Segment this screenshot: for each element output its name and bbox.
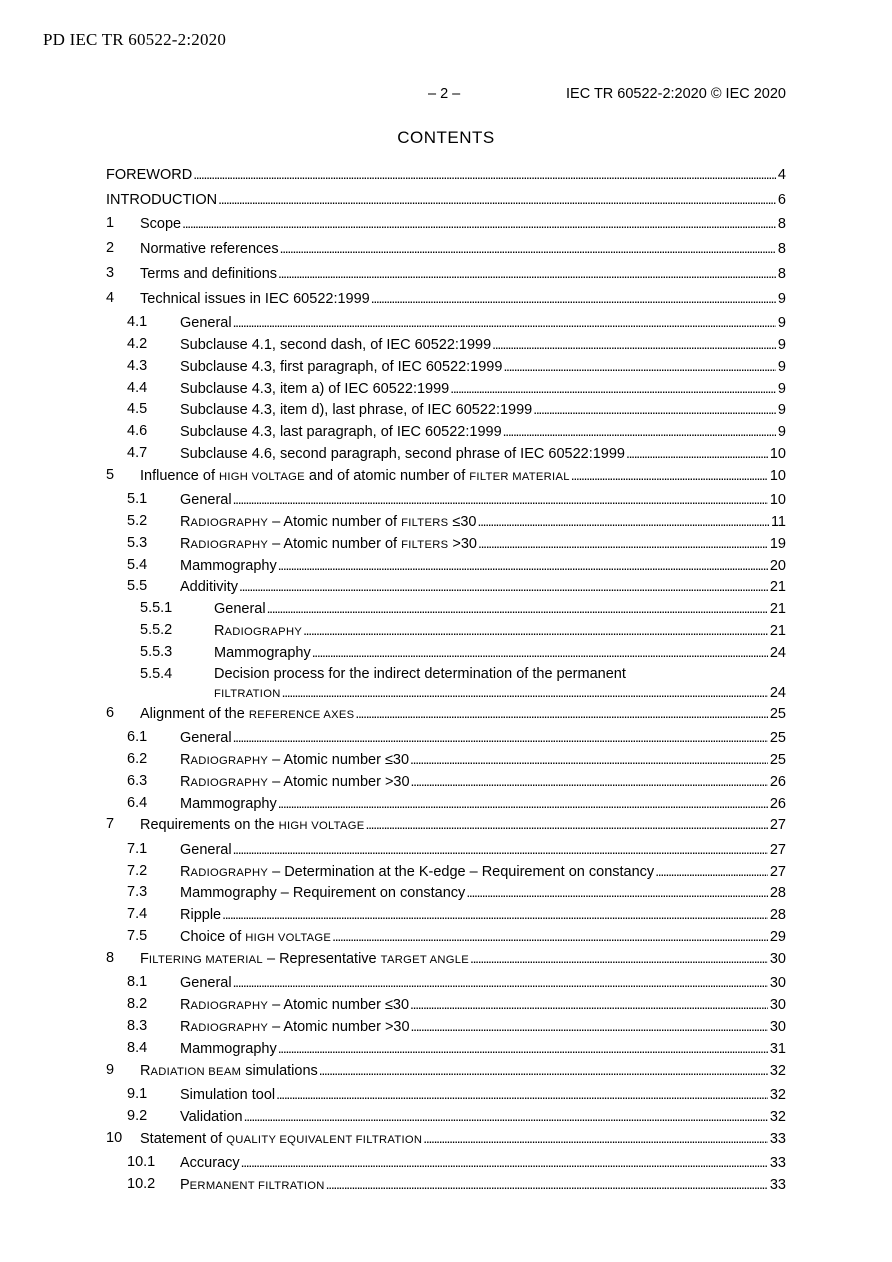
toc-entry-title: RADIOGRAPHY – Atomic number >30 — [180, 774, 410, 790]
toc-entry-title: Terms and definitions — [140, 266, 278, 282]
toc-entry-page: 31 — [769, 1041, 786, 1057]
toc-entry-number: 9.1 — [127, 1086, 148, 1102]
dot-leader — [280, 240, 776, 258]
toc-entry-title: PERMANENT FILTRATION — [180, 1177, 325, 1193]
toc-entry-number: 4 — [106, 290, 115, 306]
toc-entry-title: Alignment of the REFERENCE AXES — [140, 706, 355, 722]
toc-entry-number: 7.2 — [127, 863, 148, 879]
toc-entry-number: 5.5.3 — [140, 644, 173, 660]
dot-leader — [233, 491, 768, 509]
dot-leader — [239, 578, 768, 596]
toc-entry-number: 5.3 — [127, 535, 148, 551]
toc-entry-title: INTRODUCTION — [106, 192, 218, 208]
dot-leader — [423, 1130, 768, 1148]
toc-entry-number: 7 — [106, 816, 115, 832]
toc-entry-number: 5.4 — [127, 557, 148, 573]
toc-entry-page: 10 — [769, 492, 786, 508]
dot-leader — [278, 557, 768, 575]
toc-entry-title: RADIATION BEAM simulations — [140, 1063, 318, 1079]
toc-entry-title: Scope — [140, 216, 182, 232]
dot-leader — [355, 705, 767, 723]
dot-leader — [303, 622, 768, 640]
dot-leader — [319, 1062, 768, 1080]
toc-entry-title: RADIOGRAPHY – Atomic number of FILTERS ≤30 — [180, 514, 477, 530]
toc-entry-page: 27 — [769, 864, 786, 880]
toc-entry-page: 9 — [777, 424, 786, 440]
dot-leader — [478, 535, 768, 553]
dot-leader — [182, 215, 776, 233]
dot-leader — [193, 166, 776, 184]
toc-entry-title: Subclause 4.1, second dash, of IEC 60522:1999 — [180, 337, 492, 353]
toc-entry-page: 19 — [769, 536, 786, 552]
toc-entry-title: RADIOGRAPHY – Atomic number of FILTERS >30 — [180, 536, 477, 552]
toc-entry-page: 21 — [769, 601, 786, 617]
toc-entry-number: 4.5 — [127, 401, 148, 417]
toc-entry-title: RADIOGRAPHY – Determination at the K-edge – Requirement on constancy — [180, 864, 655, 880]
toc-entry-page: 26 — [769, 796, 786, 812]
toc-entry-page: 30 — [769, 1019, 786, 1035]
toc-entry-number: 10.2 — [127, 1176, 156, 1192]
document-id: PD IEC TR 60522-2:2020 — [43, 30, 227, 49]
toc-entry-page: 9 — [777, 291, 786, 307]
toc-entry-number: 8.2 — [127, 996, 148, 1012]
dot-leader — [366, 816, 768, 834]
toc-entry-number: 6.3 — [127, 773, 148, 789]
toc-entry-page: 9 — [777, 402, 786, 418]
toc-entry-number: 5.1 — [127, 491, 148, 507]
toc-entry-title: RADIOGRAPHY – Atomic number ≤30 — [180, 997, 410, 1013]
dot-leader — [218, 191, 776, 209]
toc-entry-number: 4.6 — [127, 423, 148, 439]
toc-entry-page: 9 — [777, 315, 786, 331]
toc-entry-number: 4.7 — [127, 445, 148, 461]
toc-entry-number: 7.1 — [127, 841, 148, 857]
toc-entry-number: 5.5 — [127, 578, 148, 594]
dot-leader — [466, 884, 768, 902]
toc-entry-number: 6 — [106, 705, 115, 721]
toc-entry-title: RADIOGRAPHY — [214, 623, 303, 639]
toc-entry-page: 27 — [769, 817, 786, 833]
dot-leader — [411, 1018, 768, 1036]
toc-entry-title: Mammography — [214, 645, 311, 661]
toc-entry-number: 5 — [106, 467, 115, 483]
dot-leader — [276, 1086, 768, 1104]
toc-entry-title: Validation — [180, 1109, 243, 1125]
toc-entry-number: 5.5.1 — [140, 600, 173, 616]
toc-entry-number: 8.1 — [127, 974, 148, 990]
page-number: – 2 – — [428, 86, 461, 102]
toc-entry-number: 3 — [106, 265, 115, 281]
toc-entry-page: 32 — [769, 1109, 786, 1125]
dot-leader — [312, 644, 768, 662]
toc-entry-page: 8 — [777, 241, 786, 257]
toc-entry-page: 25 — [769, 730, 786, 746]
toc-entry-number: 10 — [106, 1130, 123, 1146]
toc-entry-number: 5.5.4 — [140, 666, 173, 682]
toc-entry-title: Subclause 4.3, first paragraph, of IEC 60522:1999 — [180, 359, 503, 375]
toc-entry-title: FOREWORD — [106, 167, 193, 183]
dot-leader — [655, 863, 768, 881]
toc-entry-number: 8 — [106, 950, 115, 966]
toc-entry-page: 8 — [777, 266, 786, 282]
toc-entry-title: Mammography — [180, 796, 277, 812]
dot-leader — [626, 445, 768, 463]
dot-leader — [332, 928, 768, 946]
toc-entry-page: 29 — [769, 929, 786, 945]
toc-entry-page: 32 — [769, 1087, 786, 1103]
toc-entry-page: 30 — [769, 997, 786, 1013]
toc-entry-page: 8 — [777, 216, 786, 232]
toc-entry-title-continued: FILTRATION — [214, 688, 281, 700]
toc-entry-number: 4.4 — [127, 380, 148, 396]
toc-entry-number: 5.5.2 — [140, 622, 173, 638]
toc-entry-page: 33 — [769, 1177, 786, 1193]
toc-entry-number: 1 — [106, 215, 115, 231]
toc-entry-number: 4.3 — [127, 358, 148, 374]
toc-entry-page: 25 — [769, 706, 786, 722]
dot-leader — [503, 423, 776, 441]
toc-entry-title: RADIOGRAPHY – Atomic number >30 — [180, 1019, 410, 1035]
dot-leader — [326, 1176, 768, 1194]
toc-entry-title: General — [180, 730, 232, 746]
dot-leader — [571, 467, 768, 485]
dot-leader — [410, 996, 768, 1014]
dot-leader — [233, 974, 768, 992]
toc-entry-page: 10 — [769, 468, 786, 484]
toc-entry-page: 26 — [769, 774, 786, 790]
toc-entry-title: Mammography — [180, 1041, 277, 1057]
toc-entry-page: 30 — [769, 951, 786, 967]
toc-entry-page: 33 — [769, 1131, 786, 1147]
toc-entry-number: 7.3 — [127, 884, 148, 900]
toc-entry-number: 9.2 — [127, 1108, 148, 1124]
dot-leader — [411, 773, 768, 791]
dot-leader — [503, 358, 775, 376]
toc-entry-number: 7.5 — [127, 928, 148, 944]
toc-entry-page: 9 — [777, 359, 786, 375]
toc-entry-page: 10 — [769, 446, 786, 462]
dot-leader — [477, 513, 768, 531]
toc-entry-number: 7.4 — [127, 906, 148, 922]
dot-leader — [244, 1108, 768, 1126]
toc-entry-number: 4.2 — [127, 336, 148, 352]
toc-entry-page: 21 — [769, 579, 786, 595]
toc-entry-title: Subclause 4.3, last paragraph, of IEC 60522:1999 — [180, 424, 502, 440]
toc-entry-title: Normative references — [140, 241, 279, 257]
toc-entry-number: 2 — [106, 240, 115, 256]
dot-leader — [371, 290, 776, 308]
toc-entry-page: 9 — [777, 381, 786, 397]
contents-title: CONTENTS — [397, 128, 495, 147]
toc-entry-page: 32 — [769, 1063, 786, 1079]
toc-entry-page: 24 — [769, 685, 786, 701]
toc-entry-title: General — [214, 601, 266, 617]
toc-entry-title: RADIOGRAPHY – Atomic number ≤30 — [180, 752, 410, 768]
toc-entry-title: Requirements on the HIGH VOLTAGE — [140, 817, 365, 833]
toc-entry-title: Ripple — [180, 907, 222, 923]
toc-entry-title: Technical issues in IEC 60522:1999 — [140, 291, 370, 307]
toc-entry-page: 4 — [777, 167, 786, 183]
toc-entry-title: General — [180, 975, 232, 991]
dot-leader — [241, 1154, 768, 1172]
standard-reference: IEC TR 60522-2:2020 © IEC 2020 — [566, 86, 786, 102]
toc-entry-title: Additivity — [180, 579, 239, 595]
dot-leader — [278, 1040, 768, 1058]
dot-leader — [233, 729, 768, 747]
toc-entry-page: 20 — [769, 558, 786, 574]
toc-entry-number: 5.2 — [127, 513, 148, 529]
toc-entry-title: Subclause 4.6, second paragraph, second phrase of IEC 60522:1999 — [180, 446, 625, 462]
toc-entry-title: Mammography – Requirement on constancy — [180, 885, 466, 901]
toc-entry-number: 8.3 — [127, 1018, 148, 1034]
toc-entry-title: Subclause 4.3, item d), last phrase, of IEC 60522:1999 — [180, 402, 533, 418]
toc-entry-title: General — [180, 315, 232, 331]
toc-entry-number: 10.1 — [127, 1154, 156, 1170]
toc-entry-number: 6.2 — [127, 751, 148, 767]
toc-entry-page: 28 — [769, 885, 786, 901]
toc-entry-page: 30 — [769, 975, 786, 991]
toc-entry-title: Mammography — [180, 558, 277, 574]
toc-entry-page: 25 — [769, 752, 786, 768]
dot-leader — [233, 841, 768, 859]
toc-entry-number: 8.4 — [127, 1040, 148, 1056]
toc-entry-number: 6.4 — [127, 795, 148, 811]
dot-leader — [533, 401, 776, 419]
toc-entry-page: 24 — [769, 645, 786, 661]
toc-entry-page: 9 — [777, 337, 786, 353]
dot-leader — [450, 380, 776, 398]
dot-leader — [222, 906, 768, 924]
toc-entry-title: FILTERING MATERIAL – Representative TARGET ANGLE — [140, 951, 469, 967]
toc-entry-number: 6.1 — [127, 729, 148, 745]
toc-entry-title: Subclause 4.3, item a) of IEC 60522:1999 — [180, 381, 450, 397]
toc-entry-page: 11 — [770, 514, 786, 530]
toc-entry-page: 6 — [777, 192, 786, 208]
toc-entry-title: General — [180, 842, 232, 858]
toc-entry-title: Decision process for the indirect determination of the permanent — [214, 666, 626, 682]
dot-leader — [267, 600, 768, 618]
toc-entry-page: 33 — [769, 1155, 786, 1171]
dot-leader — [278, 265, 776, 283]
dot-leader — [282, 684, 768, 702]
dot-leader — [470, 950, 768, 968]
toc-entry-title: Statement of QUALITY EQUIVALENT FILTRATION — [140, 1131, 423, 1147]
dot-leader — [410, 751, 768, 769]
toc-entry-title: Influence of HIGH VOLTAGE and of atomic number of FILTER MATERIAL — [140, 468, 570, 484]
toc-entry-title: Accuracy — [180, 1155, 240, 1171]
dot-leader — [233, 314, 776, 332]
toc-entry-page: 28 — [769, 907, 786, 923]
toc-entry-title: General — [180, 492, 232, 508]
toc-entry-number: 9 — [106, 1062, 115, 1078]
toc-entry-number: 4.1 — [127, 314, 148, 330]
toc-entry-page: 21 — [769, 623, 786, 639]
dot-leader — [278, 795, 768, 813]
toc-entry-title: Simulation tool — [180, 1087, 276, 1103]
dot-leader — [492, 336, 776, 354]
toc-entry-page: 27 — [769, 842, 786, 858]
toc-entry-title: Choice of HIGH VOLTAGE — [180, 929, 332, 945]
